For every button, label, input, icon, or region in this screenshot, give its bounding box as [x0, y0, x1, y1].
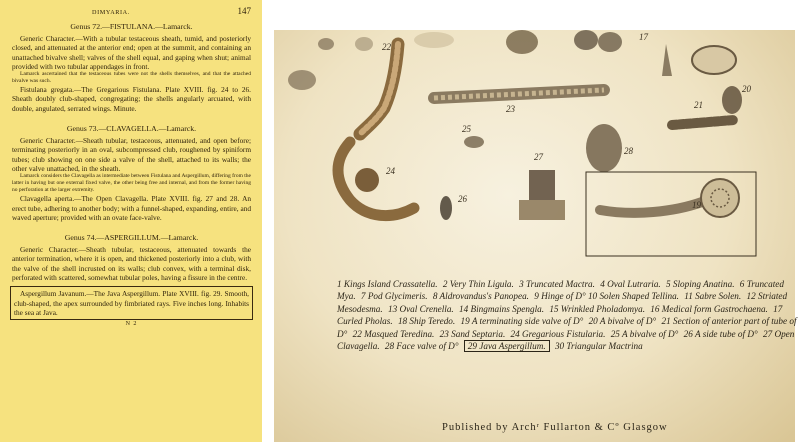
aspergillum-javanum-entry: Aspergillum Javanum.—The Java Aspergillum. Plate XVIII. fig. 29. Smooth, club-shaped, the apex surrounded by fimbriated rays. Five inches long. Inhabits the sea at Java. [14, 289, 249, 317]
caption-item-java-aspergillum: 29 Java Aspergillum. [464, 340, 550, 352]
plate-paper [274, 30, 795, 442]
shell-illustration [318, 38, 334, 50]
caption-item: 28 Face valve of D° [384, 341, 459, 352]
caption-item: 21 Section of anterior part of tube of D° [337, 316, 797, 339]
shell-illustration [440, 196, 452, 220]
aspergillum-generic-character: Generic Character.—Sheath tubular, testaceous, attenuated towards the anterior termination, where it is open, and thickened posteriorly into a club, with the valve of the shell incrusted on its walls; club convex, with a terminal disk, perforated with scattered, somewhat tubular poles, having a fissure in the centre. [12, 245, 251, 283]
caption-item: 11 Sabre Solen. [684, 291, 742, 302]
shell-illustration [529, 170, 555, 200]
shell-illustration [574, 30, 598, 50]
figure-number: 17 [639, 32, 648, 42]
caption-item: 14 Bingmains Spengla. [459, 303, 545, 314]
book-page [0, 0, 262, 442]
running-head-title: DIMYARIA. [92, 9, 130, 16]
figure-number: 20 [742, 84, 751, 94]
caption-item: 20 A bivalve of D° [588, 316, 657, 327]
shell-illustration [692, 46, 736, 74]
shell-illustration [414, 32, 454, 48]
caption-item: 9 Hinge of D° 10 Solen Shaped Tellina. [534, 291, 679, 302]
caption-item: 13 Oval Crenella. [387, 303, 454, 314]
shell-illustration [464, 136, 484, 148]
fistulana-gregata-entry: Fistulana gregata.—The Gregarious Fistulana. Plate XVIII. fig. 24 to 26. Sheath doubly club-shaped, congregating; the shells angularly arcuated, with double, angulated, serrated wings. Minute. [12, 85, 251, 113]
shell-illustration [662, 44, 672, 76]
printer-signature: N 2 [125, 321, 138, 328]
shell-illustration [506, 30, 538, 54]
caption-item: 1 Kings Island Crassatella. [337, 279, 438, 289]
java-aspergillum-highlight-box [10, 286, 253, 320]
caption-item: 27 Open Clavagella. [337, 328, 795, 352]
figure-number: 27 [534, 152, 543, 162]
shell-illustration [519, 200, 565, 220]
caption-item: 2 Very Thin Ligula. [442, 279, 514, 289]
plate-caption [337, 278, 800, 352]
caption-item: 23 Sand Septaria. [439, 328, 506, 339]
caption-item: 12 Striated Mesodesma. [337, 291, 788, 314]
caption-item: 26 A side tube of D° [683, 328, 758, 339]
caption-item: 8 Aldrovandus's Panopea. [432, 291, 529, 302]
publisher-imprint: Published by Archʳ Fullarton & Cº Glasgow [442, 422, 668, 433]
caption-item: 7 Pod Glycimeris. [360, 291, 428, 302]
caption-item: 4 Oval Lutraria. [600, 279, 661, 289]
caption-item: 18 Ship Teredo. [397, 316, 456, 327]
figure-number: 26 [458, 194, 467, 204]
figure-number: 22 [382, 42, 391, 52]
figure-number: 23 [506, 104, 515, 114]
clavagella-aperta-entry: Clavagella aperta.—The Open Clavagella. Plate XVIII. fig. 27 and 28. An erect tube, adhering to another body; with a funnel-shaped, expanding, entire, and waved aperture; provided with an ovate face-valve. [12, 194, 251, 222]
engraved-plate [262, 0, 800, 442]
figure-number: 21 [694, 100, 703, 110]
shell-illustration [288, 70, 316, 90]
fistulana-generic-character: Generic Character.—With a tubular testaceous sheath, tumid, and posteriorly closed, and attenuated at the anterior end; open at the summit, and containing an unattached bivalve shell; valves of the shell equal, and gaping when shut; animal provided with two tubular appendages in front. [12, 34, 251, 71]
shell-illustration [355, 168, 379, 192]
caption-item: 22 Masqued Teredina. [352, 328, 435, 339]
caption-item: 16 Medical form Gastrochaena. [650, 303, 768, 314]
figure-number: 24 [386, 166, 395, 176]
caption-item: 30 Triangular Mactrina [554, 341, 643, 352]
fistulana-note: Lamarck ascertained that the testaceous tubes were not the shells themselves, and that the attached bivalve was such. [12, 71, 251, 85]
caption-item: 17 Curled Pholas. [337, 303, 783, 327]
genus-73-heading: Genus 73.—CLAVAGELLA.—Lamarck. [66, 124, 197, 134]
caption-item: 25 A bivalve of D° [610, 328, 679, 339]
figure-number: 28 [624, 146, 633, 156]
shell-illustration [355, 37, 373, 51]
shell-illustration [598, 32, 622, 52]
caption-item: 19 A terminating side valve of D° [460, 316, 584, 327]
genus-74-heading: Genus 74.—ASPERGILLUM.—Lamarck. [64, 233, 199, 243]
shell-illustration [722, 86, 742, 114]
caption-item: 15 Wrinkled Pholadomya. [549, 303, 645, 314]
figure-number: 19 [692, 200, 701, 210]
shell-illustration [672, 120, 734, 125]
genus-72-heading: Genus 72.—FISTULANA.—Lamarck. [70, 22, 193, 31]
shell-illustrations [274, 30, 795, 442]
clavagella-note: Lamarck considers the Clavagella as intermediate between Fistulana and Aspergillum, differing from the latter in having but one external fixed valve, the other being free and internal, and from the former having no perforation at the larger extremity. [12, 173, 251, 194]
running-head [92, 6, 251, 16]
shell-illustration [586, 124, 622, 172]
caption-item: 24 Gregarious Fistularia. [510, 328, 606, 339]
page-number: 147 [237, 6, 251, 16]
clavagella-generic-character: Generic Character.—Sheath tubular, testaceous, attenuated, and open before; terminating posteriorly in an oval, subcompressed club, roughened by spiniform tubes; club showing on one side a valve of the shell, attached to its walls; the other valve unattached, in the sheath. [12, 136, 251, 173]
aspergillum-illustration [701, 179, 739, 217]
caption-item: 3 Truncated Mactra. [519, 279, 595, 289]
caption-item: 6 Truncated Mya. [337, 279, 784, 302]
caption-item: 5 Sloping Anatina. [666, 279, 735, 289]
aspergillum-illustration [600, 202, 702, 213]
figure-number: 25 [462, 124, 471, 134]
